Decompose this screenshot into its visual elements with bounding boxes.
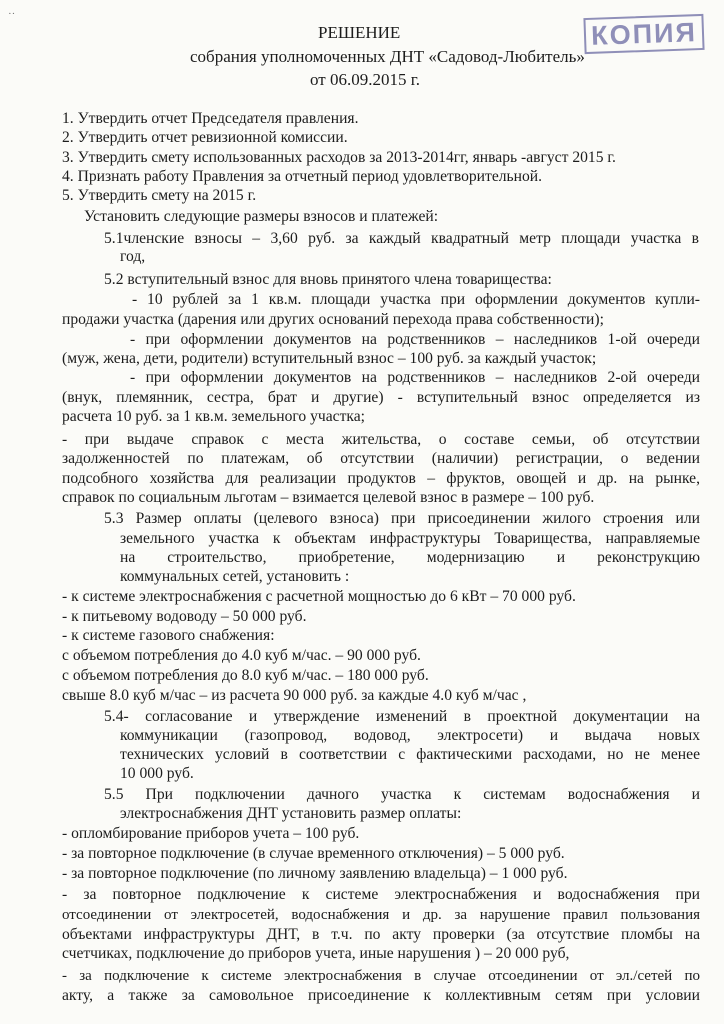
text-line: электроснабжения ДНТ установить размер оплаты:	[120, 805, 462, 822]
text-line: земельного участка к объектам инфраструктуры Товарищества, направляемые	[120, 530, 700, 547]
text-line: акту, а также за самовольное присоединение к коллективным сетям при условии	[62, 987, 700, 1004]
text-line: 5.4- согласование и утверждение изменений в проектной документации на	[104, 708, 700, 725]
text-line: (муж, жена, дети, родители) вступительный взнос – 100 руб. за каждый участок;	[62, 350, 597, 367]
item-5: 5. Утвердить смету на 2015 г.	[62, 187, 257, 204]
document-title: РЕШЕНИЕ	[318, 23, 401, 42]
text-line: 5.3 Размер оплаты (целевого взноса) при присоединении жилого строения или	[104, 510, 700, 527]
item-4: 4. Признать работу Правления за отчетный период удовлетворительной.	[62, 168, 543, 185]
text-line: - при выдаче справок с места жительства, о составе семьи, об отсутствии	[62, 431, 700, 448]
text-line: - при оформлении документов на родственников – наследников 2-ой очереди	[130, 369, 700, 386]
text-line: - опломбирование приборов учета – 100 руб.	[62, 825, 360, 842]
text-line: технических условий в соответствии с фактическими расходами, но не менее	[120, 746, 700, 763]
text-line: - за повторное подключение к системе электроснабжения и водоснабжения при	[62, 886, 700, 903]
text-line: коммунальных сетей, установить :	[120, 568, 350, 585]
text-line: - к системе электроснабжения с расчетной мощностью до 6 кВт – 70 000 руб.	[62, 588, 576, 605]
text-line: 5.1членские взносы – 3,60 руб. за каждый квадратный метр площади участка в	[104, 230, 699, 247]
document-date: от 06.09.2015 г.	[310, 70, 421, 89]
text-line: с объемом потребления до 8.0 куб м/час. – 180 000 руб.	[62, 667, 429, 684]
copy-stamp: КОПИЯ	[583, 14, 704, 54]
text-line: - к питьевому водоводу – 50 000 руб.	[62, 608, 307, 625]
text-line: год,	[120, 248, 146, 265]
item-3: 3. Утвердить смету использованных расходов за 2013-2014гг, январь -август 2015 г.	[62, 149, 616, 166]
text-line: 10 000 руб.	[120, 765, 194, 782]
text-line: - к системе газового снабжения:	[62, 627, 275, 644]
text-line: отсоединении от электросетей, водоснабжения и др. за нарушение правил пользования	[62, 907, 700, 923]
text-line: с объемом потребления до 4.0 куб м/час. – 90 000 руб.	[62, 647, 421, 664]
text-line: - 10 рублей за 1 кв.м. площади участка при оформлении документов купли-	[132, 291, 700, 308]
text-line: (внук, племянник, сестра, брат и другие) - вступительный взнос определяется из	[62, 389, 700, 406]
text-line: коммуникации (газопровод, водовод, электросети) и выдача новых	[120, 727, 700, 744]
text-line: расчета 10 руб. за 1 кв.м. земельного участка;	[62, 408, 365, 425]
corner-mark: ··	[8, 8, 16, 20]
text-line: справок по социальным льготам – взимается целевой взнос в размере – 100 руб.	[62, 489, 595, 506]
item-2: 2. Утвердить отчет ревизионной комиссии.	[62, 129, 348, 146]
text-line: счетчиках, подключение до приборов учета, иные нарушения ) – 20 000 руб,	[62, 945, 570, 962]
text-line: задолженностей по платежам, об отсутствии (наличии) регистрации, о ведении	[62, 450, 700, 467]
text-line: - за подключение к системе электроснабжения в случае отсоединении от эл./сетей по	[62, 968, 700, 984]
text-line: 5.2 вступительный взнос для вновь принятого члена товарищества:	[104, 271, 552, 288]
text-line: 5.5 При подключении дачного участка к системам водоснабжения и	[104, 786, 700, 803]
text-line: свыше 8.0 куб м/час – из расчета 90 000 руб. за каждые 4.0 куб м/час ,	[62, 687, 527, 704]
item-1: 1. Утвердить отчет Председателя правления.	[62, 110, 359, 127]
text-line: - при оформлении документов на родственников – наследников 1-ой очереди	[130, 331, 700, 348]
text-line: объектами инфраструктуры ДНТ, в т.ч. по акту проверки (за отсутствие пломбы на	[62, 926, 700, 943]
text-line: - за повторное подключение (по личному заявлению владельца) – 1 000 руб.	[62, 865, 568, 882]
document-subtitle: собрания уполномоченных ДНТ «Садовод-Любитель»	[190, 47, 585, 66]
fees-intro: Установить следующие размеры взносов и платежей:	[84, 208, 439, 225]
text-line: на строительство, приобретение, модернизацию и реконструкцию	[120, 549, 700, 566]
text-line: продажи участка (дарения или других оснований перехода права собственности);	[62, 311, 604, 328]
text-line: подсобного хозяйства для реализации продуктов – фруктов, овощей и др. на рынке,	[62, 470, 700, 487]
text-line: - за повторное подключение (в случае временного отключения) – 5 000 руб.	[62, 845, 565, 862]
